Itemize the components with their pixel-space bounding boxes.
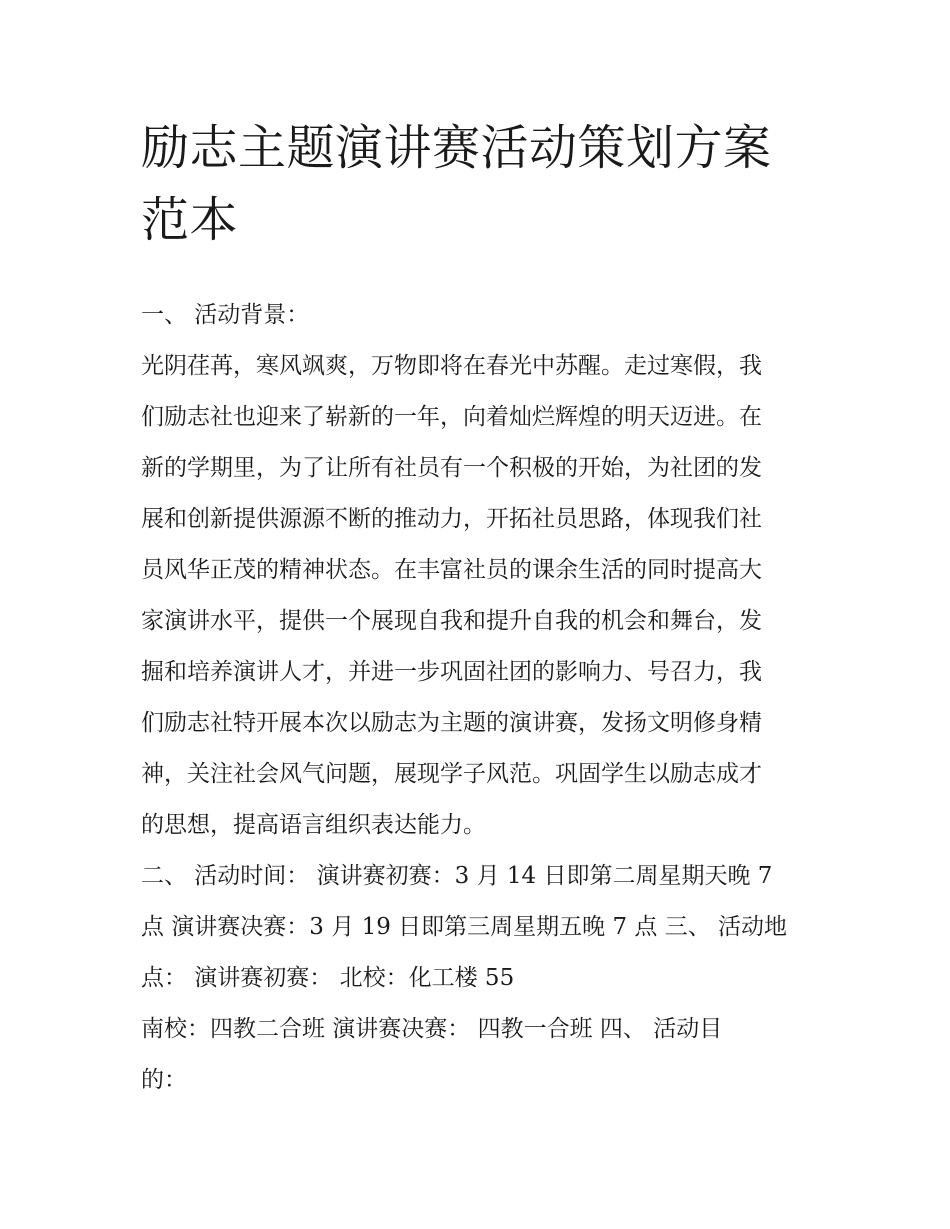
paragraph-line: 的思想，提高语言组织表达能力。	[141, 812, 486, 838]
schedule-line: 的：	[141, 1067, 187, 1093]
document-title	[141, 112, 813, 256]
paragraph-line: 员风华正茂的精神状态。在丰富社员的课余生活的同时提高大	[141, 557, 762, 583]
title-line-2: 范本	[141, 192, 239, 248]
schedule-line: 二、 活动时间： 演讲赛初赛：3 月 14 日即第二周星期天晚 7	[141, 863, 773, 889]
paragraph-line: 们励志社也迎来了崭新的一年，向着灿烂辉煌的明天迈进。在	[141, 404, 762, 430]
paragraph-line: 新的学期里，为了让所有社员有一个积极的开始，为社团的发	[141, 455, 762, 481]
paragraph-line: 家演讲水平，提供一个展现自我和提升自我的机会和舞台，发	[141, 608, 762, 634]
paragraph-line: 神，关注社会风气问题，展现学子风范。巩固学生以励志成才	[141, 761, 762, 787]
section-heading-background: 一、 活动背景：	[141, 302, 310, 328]
schedule-line: 点： 演讲赛初赛： 北校：化工楼 55	[141, 965, 515, 991]
schedule-section	[141, 851, 813, 1106]
title-line-1: 励志主题演讲赛活动策划方案	[141, 120, 772, 176]
schedule-line: 南校：四教二合班 演讲赛决赛： 四教一合班 四、 活动目	[141, 1016, 723, 1042]
document-page	[141, 112, 813, 1106]
background-paragraph	[141, 341, 813, 851]
paragraph-line: 们励志社特开展本次以励志为主题的演讲赛，发扬文明修身精	[141, 710, 762, 736]
paragraph-line: 光阴荏苒，寒风飒爽，万物即将在春光中苏醒。走过寒假，我	[141, 353, 762, 379]
paragraph-line: 掘和培养演讲人才，并进一步巩固社团的影响力、号召力，我	[141, 659, 762, 685]
paragraph-line: 展和创新提供源源不断的推动力，开拓社员思路，体现我们社	[141, 506, 762, 532]
schedule-line: 点 演讲赛决赛：3 月 19 日即第三周星期五晚 7 点 三、 活动地	[141, 914, 788, 940]
